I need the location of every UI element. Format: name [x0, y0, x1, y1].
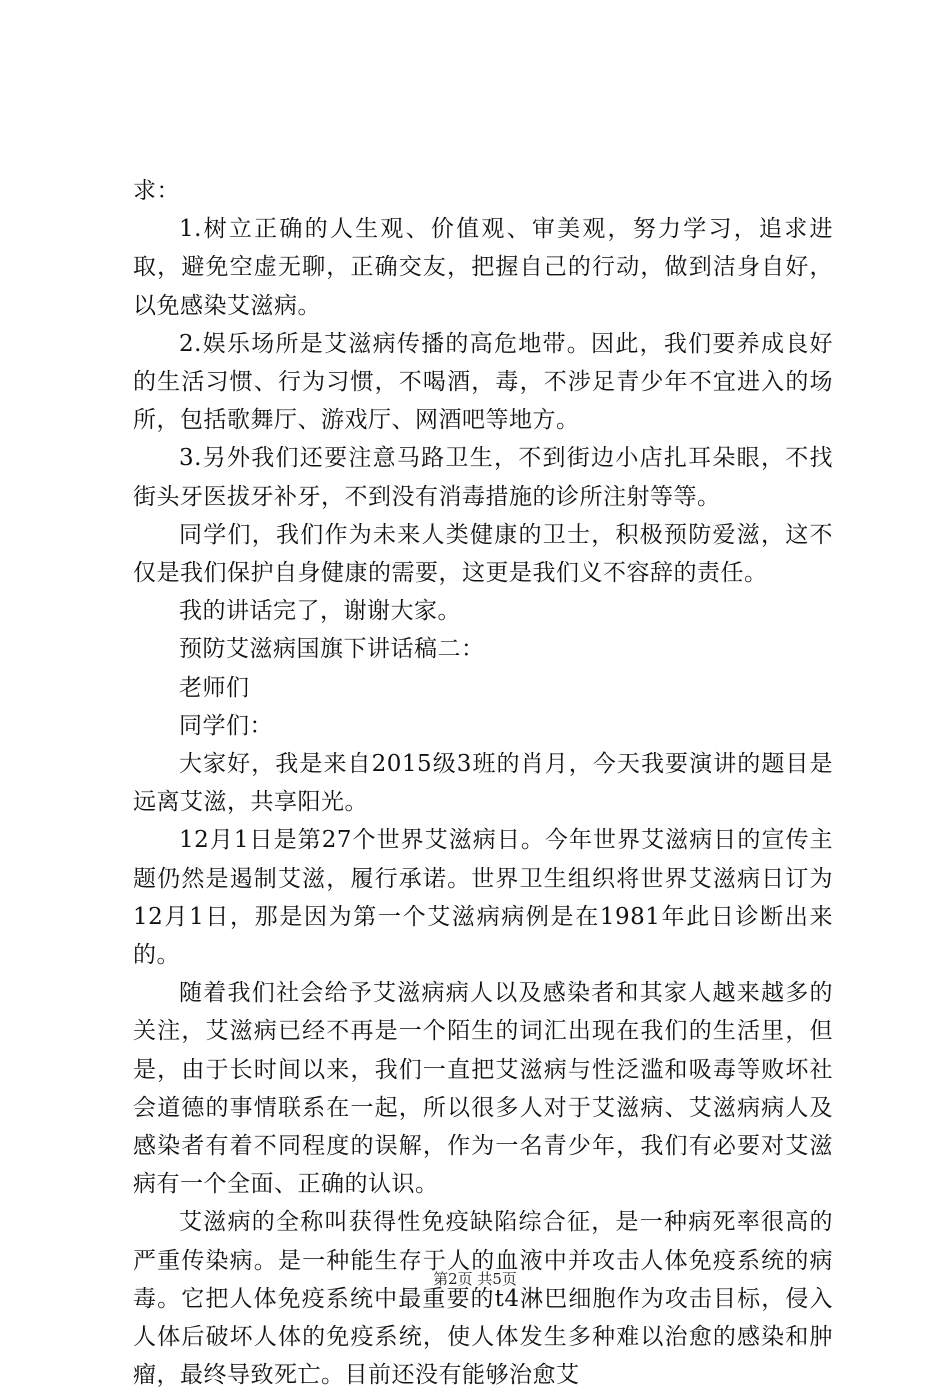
paragraph: 12月1日是第27个世界艾滋病日。今年世界艾滋病日的宣传主题仍然是遏制艾滋，履行承诺。世界卫生组织将世界艾滋病日订为12月1日，那是因为第一个艾滋病病例是在1981年此日诊断出来的。 [133, 827, 833, 969]
paragraph: 2.娱乐场所是艾滋病传播的高危地带。因此，我们要养成良好的生活习惯、行为习惯，不喝酒，毒，不涉足青少年不宜进入的场所，包括歌舞厅、游戏厅、网酒吧等地方。 [133, 330, 833, 434]
paragraph: 大家好，我是来自2015级3班的肖月，今天我要演讲的题目是远离艾滋，共享阳光。 [133, 751, 833, 816]
paragraph: 同学们，我们作为未来人类健康的卫士，积极预防爱滋，这不仅是我们保护自身健康的需要，这更是我们义不容辞的责任。 [133, 521, 833, 587]
paragraph: 随着我们社会给予艾滋病病人以及感染者和其家人越来越多的关注，艾滋病已经不再是一个陌生的词汇出现在我们的生活里，但是，由于长时间以来，我们一直把艾滋病与性泛滥和吸毒等败坏社会道德的事情联系在一起，所以很多人对于艾滋病、艾滋病病人及感染者有着不同程度的误解，作为一名青少年，我们有必要对艾滋病有一个全面、正确的认识。 [133, 980, 833, 1198]
section-heading: 预防艾滋病国旗下讲话稿二： [179, 636, 485, 663]
paragraph: 3.另外我们还要注意马路卫生，不到街边小店扎耳朵眼，不找街头牙医拔牙补牙，不到没有消毒措施的诊所注射等等。 [133, 445, 833, 510]
paragraph: 我的讲话完了，谢谢大家。 [179, 598, 461, 625]
salutation: 同学们： [179, 712, 273, 739]
paragraph: 1.树立正确的人生观、价值观、审美观，努力学习，追求进取，避免空虚无聊，正确交友，把握自己的行动，做到洁身自好，以免感染艾滋病。 [133, 216, 833, 319]
paragraph: 求： [133, 178, 180, 204]
salutation: 老师们 [179, 674, 250, 701]
page-number-footer: 第2页 共5页 [433, 1270, 517, 1288]
document-body [133, 172, 833, 1395]
paragraph: 艾滋病的全称叫获得性免疫缺陷综合征，是一种病死率很高的严重传染病。是一种能生存于人的血液中并攻击人体免疫系统的病毒。它把人体免疫系统中最重要的t4淋巴细胞作为攻击目标，侵入人体后破坏人体的免疫系统，使人体发生多种难以治愈的感染和肿瘤，最终导致死亡。目前还没有能够治愈艾 [133, 1209, 833, 1389]
